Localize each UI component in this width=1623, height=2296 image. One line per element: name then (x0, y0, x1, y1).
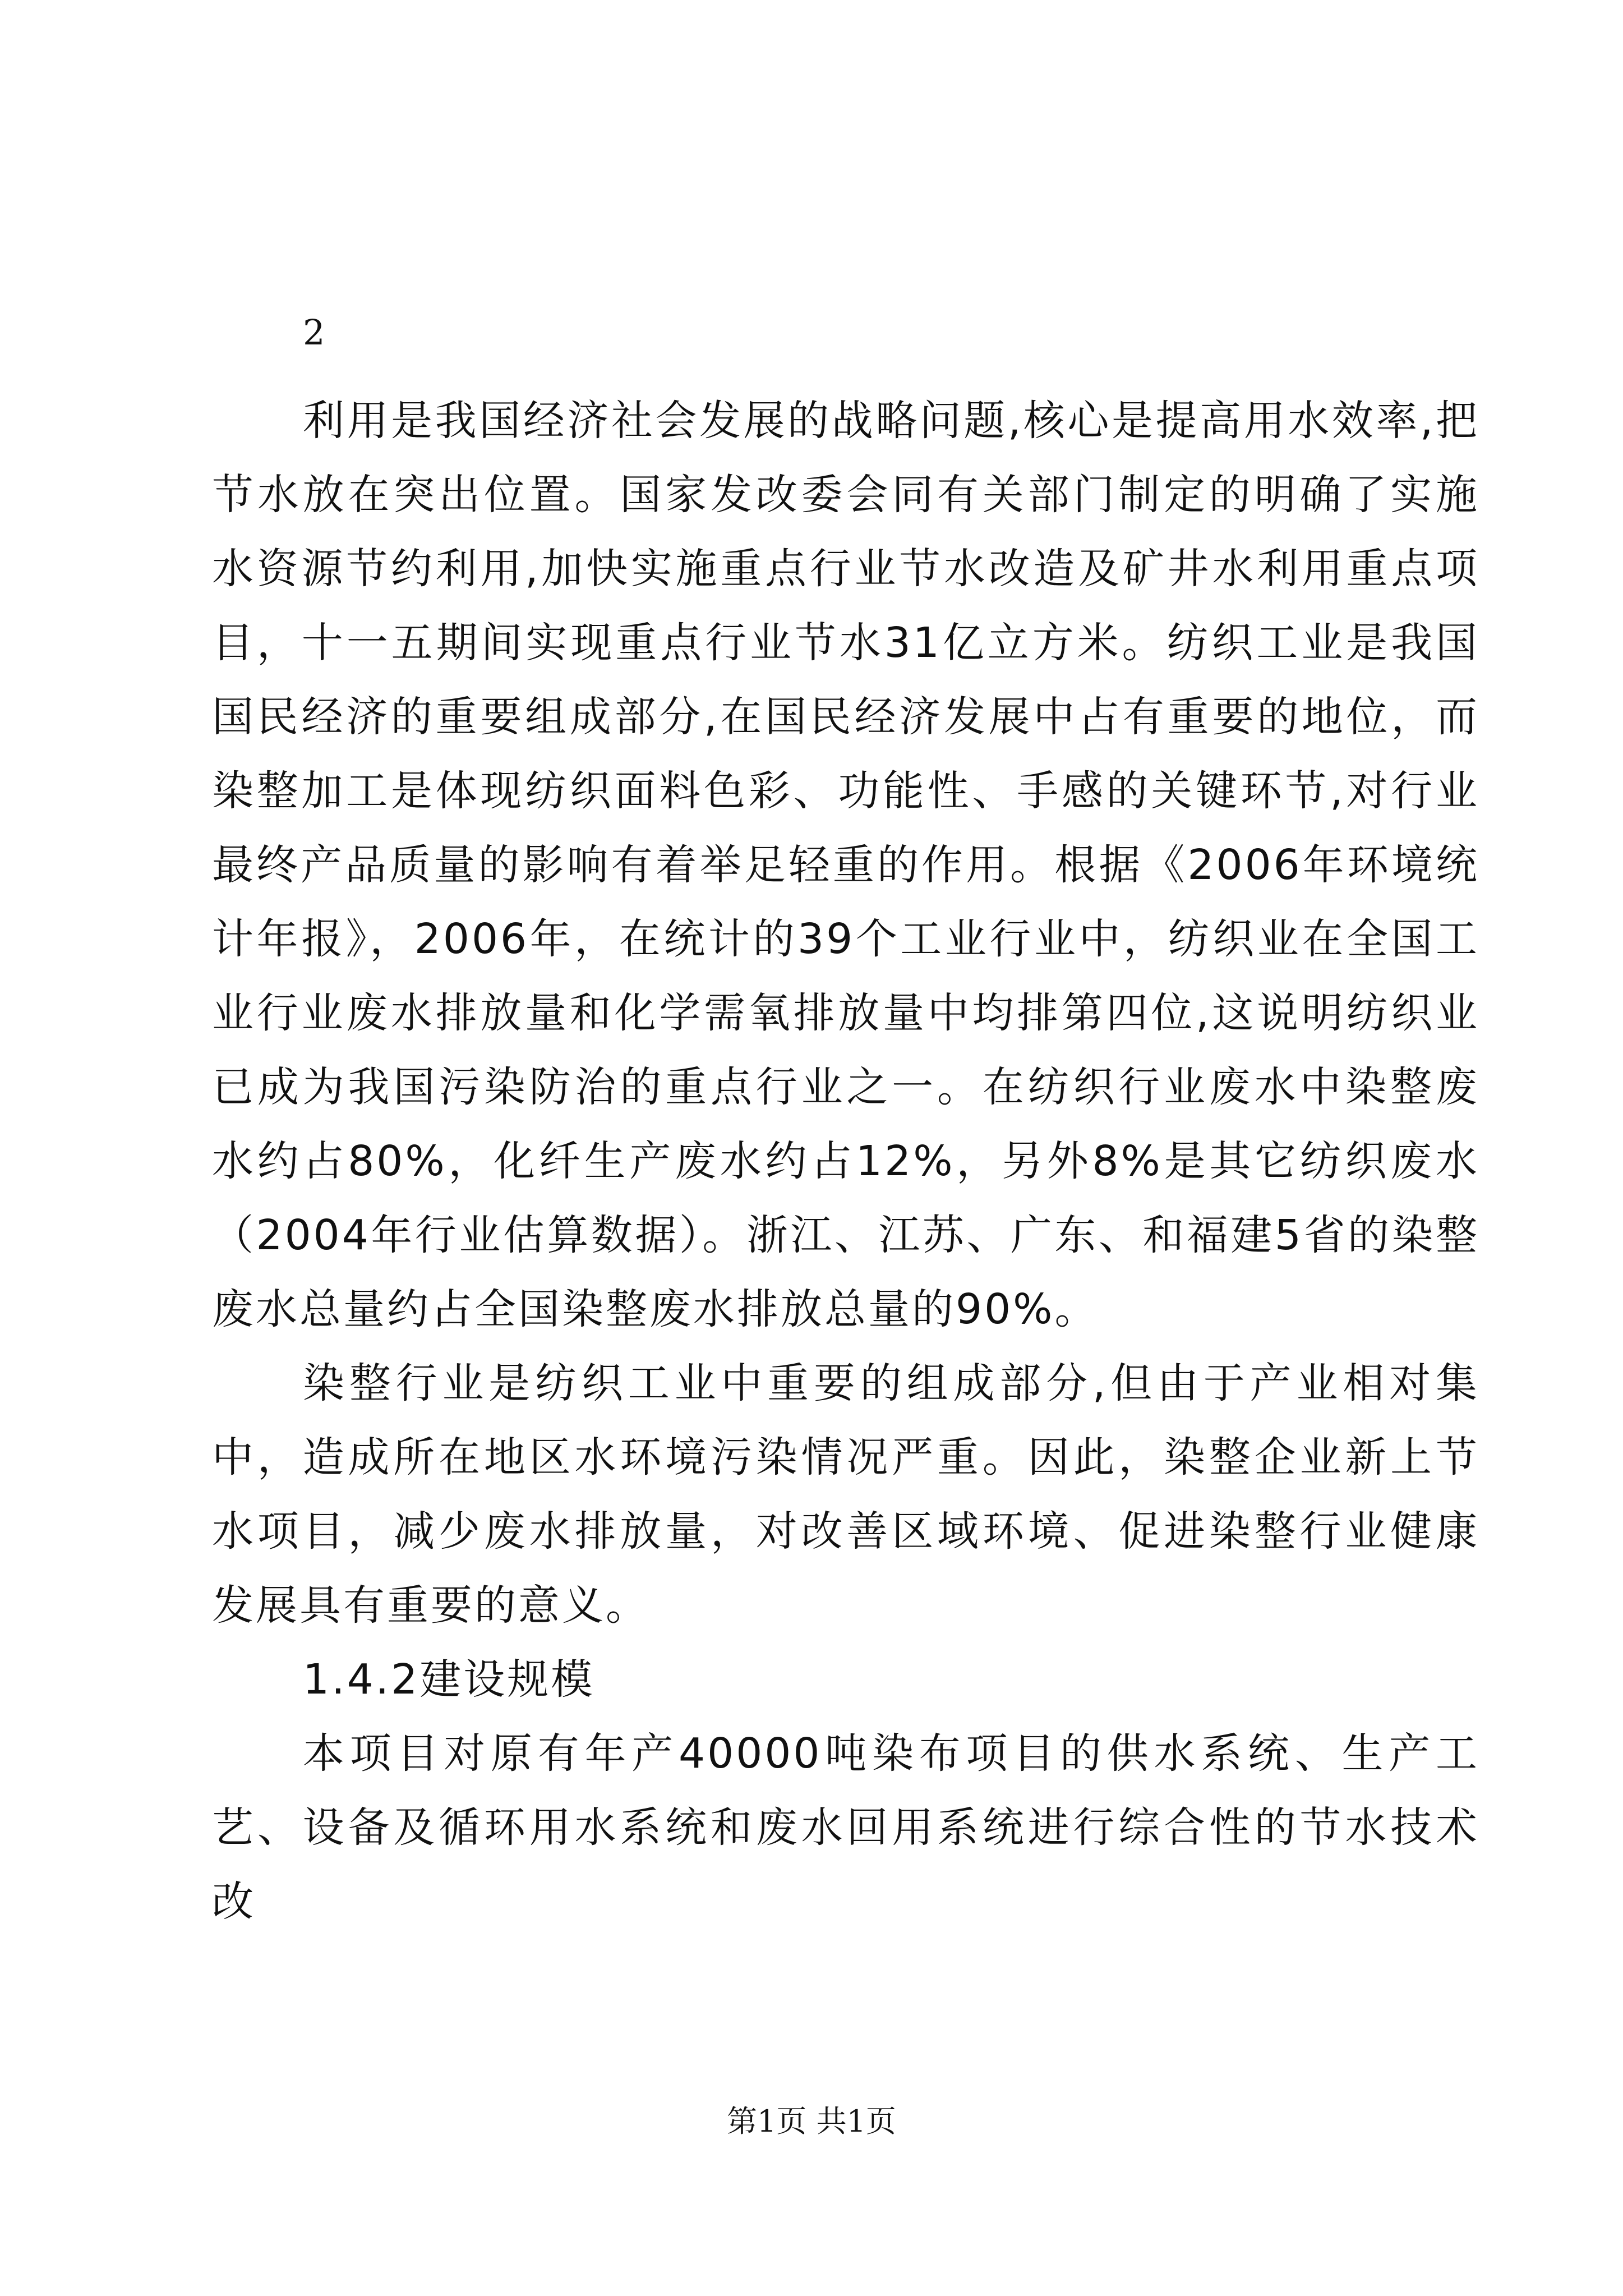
page-fragment-number: 2 (303, 312, 325, 353)
page-footer: 第1页 共1页 (727, 2104, 896, 2139)
paragraph-project-scope: 本项目对原有年产40000吨染布项目的供水系统、生产工艺、设备及循环用水系统和废水回用系统进行综合性的节水技术改 (212, 1729, 1479, 1926)
document-body (212, 384, 1479, 1939)
section-heading-construction-scale: 1.4.2建设规模 (303, 1655, 595, 1704)
paragraph-dyeing-industry: 染整行业是纺织工业中重要的组成部分,但由于产业相对集中，造成所在地区水环境污染情况严重。因此，染整企业新上节水项目，减少废水排放量，对改善区域环境、促进染整行业健康发展具有重要的意义。 (212, 1359, 1479, 1630)
paragraph-water-efficiency: 利用是我国经济社会发展的战略问题,核心是提高用水效率,把节水放在突出位置。国家发改委会同有关部门制定的明确了实施水资源节约利用,加快实施重点行业节水改造及矿井水利用重点项目，十一五期间实现重点行业节水31亿立方米。纺织工业是我国国民经济的重要组成部分,在国民经济发展中占有重要的地位，而染整加工是体现纺织面料色彩、功能性、手感的关键环节,对行业最终产品质量的影响有着举足轻重的作用。根据《2006年环境统计年报》，2006年，在统计的39个工业行业中，纺织业在全国工业行业废水排放量和化学需氧排放量中均排第四位,这说明纺织业已成为我国污染防治的重点行业之一。在纺织行业废水中染整废水约占80%，化纤生产废水约占12%，另外8%是其它纺织废水（2004年行业估算数据）。浙江、江苏、广东、和福建5省的染整废水总量约占全国染整废水排放总量的90%。 (212, 397, 1479, 1333)
